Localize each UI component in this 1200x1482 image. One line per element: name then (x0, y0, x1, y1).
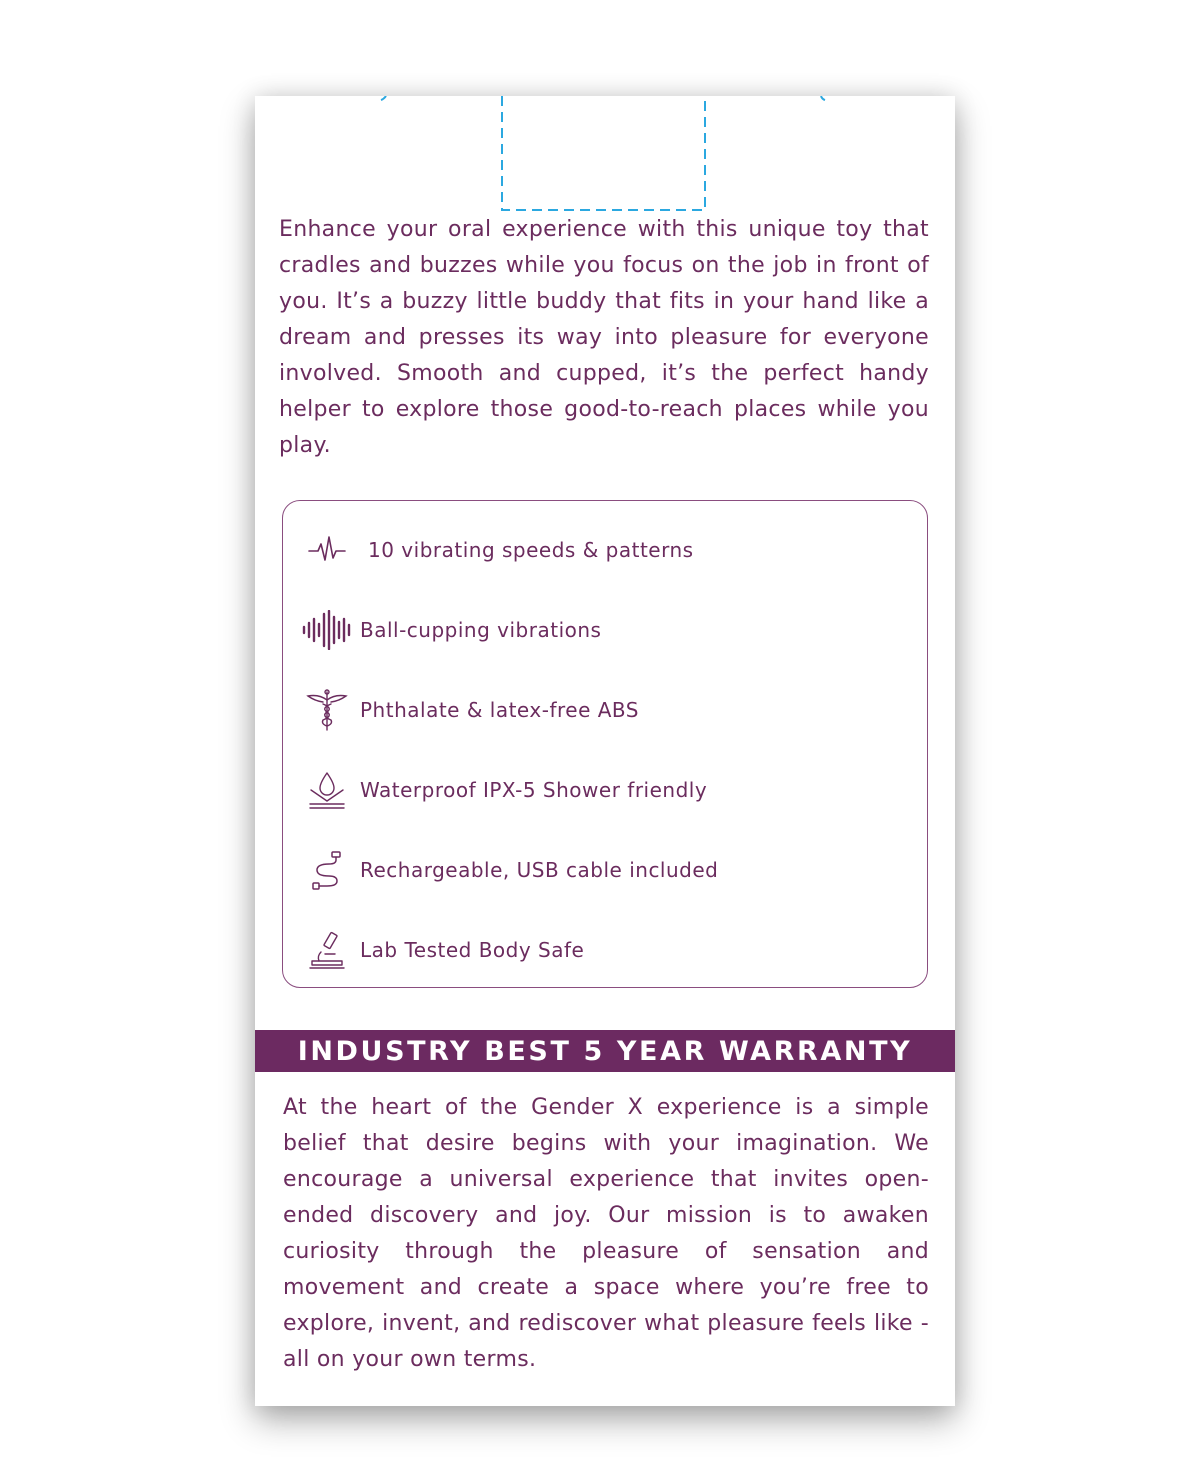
feature-item (301, 765, 707, 815)
feature-item (301, 605, 601, 655)
feature-label: Ball-cupping vibrations (360, 618, 602, 642)
feature-label: Waterproof IPX-5 Shower friendly (360, 778, 708, 802)
feature-item (301, 525, 694, 575)
mission-statement: At the heart of the Gender X experience is a simple belief that desire begins with your imagination. We encourage a universal experience that invites open-ended discovery and joy. Our mission is to awaken curiosity through the pleasure of sensation and movement and create a space where you’re free to explore, invent, and rediscover what pleasure feels like - all on your own terms. (283, 1095, 929, 1372)
product-description: Enhance your oral experience with this unique toy that cradles and buzzes while you focus on the job in front of you. It’s a buzzy little buddy that fits in your hand like a dream and presses its way into pleasure for everyone involved. Smooth and cupped, it’s the perfect handy helper to explore those good-to-reach places while you play. (279, 217, 929, 458)
warranty-banner (255, 1030, 955, 1072)
feature-label: Rechargeable, USB cable included (360, 858, 719, 882)
feature-item (301, 925, 584, 975)
microscope-icon (301, 925, 353, 975)
feature-item (301, 685, 639, 735)
feature-label: 10 vibrating speeds & patterns (368, 538, 694, 562)
heartbeat-pulse-icon (301, 525, 353, 575)
product-card (255, 96, 955, 1406)
warranty-heading: INDUSTRY BEST 5 YEAR WARRANTY (297, 1035, 913, 1067)
feature-label: Lab Tested Body Safe (360, 938, 585, 962)
product-image-area (255, 96, 955, 216)
feature-label: Phthalate & latex-free ABS (360, 698, 639, 722)
caduceus-icon (301, 685, 353, 735)
product-outline-graphic (255, 96, 955, 216)
features-box (282, 500, 928, 988)
usb-cable-icon (301, 845, 353, 895)
sound-wave-icon (301, 605, 353, 655)
feature-item (301, 845, 718, 895)
water-drop-icon (301, 765, 353, 815)
